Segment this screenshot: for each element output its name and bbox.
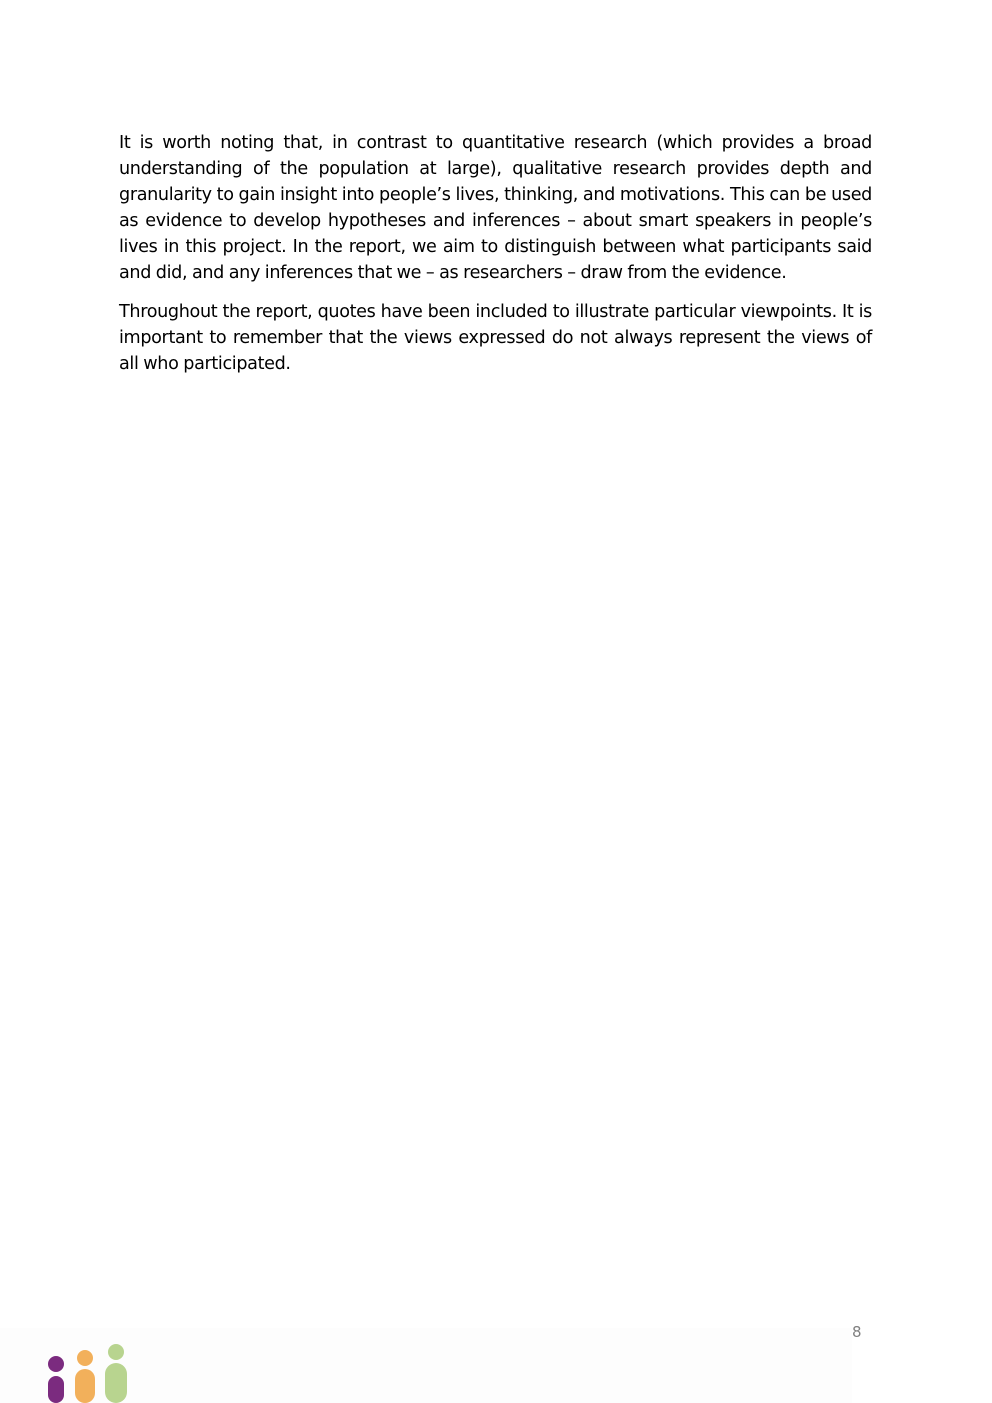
body-text	[119, 130, 872, 390]
paragraph-quotes-note: Throughout the report, quotes have been included to illustrate particular viewpoints. It is important to remember that the views expressed do not always represent the views of all who participated.	[119, 302, 872, 374]
person-figure-green	[105, 1344, 127, 1403]
people-logo-icon	[44, 1340, 130, 1403]
person-figure-purple	[48, 1356, 64, 1403]
person-figure-orange	[75, 1350, 95, 1403]
paragraph-qualitative-research: It is worth noting that, in contrast to quantitative research (which provides a broad understanding of the population at large), qualitative research provides depth and granularity to gain insight into people’s lives, thinking, and motivations. This can be used as evidence to develop hypotheses and inferences – about smart speakers in people’s lives in this project. In the report, we aim to distinguish between what participants said and did, and any inferences that we – as researchers – draw from the evidence.	[119, 133, 872, 283]
page-number: 8	[852, 1323, 862, 1341]
